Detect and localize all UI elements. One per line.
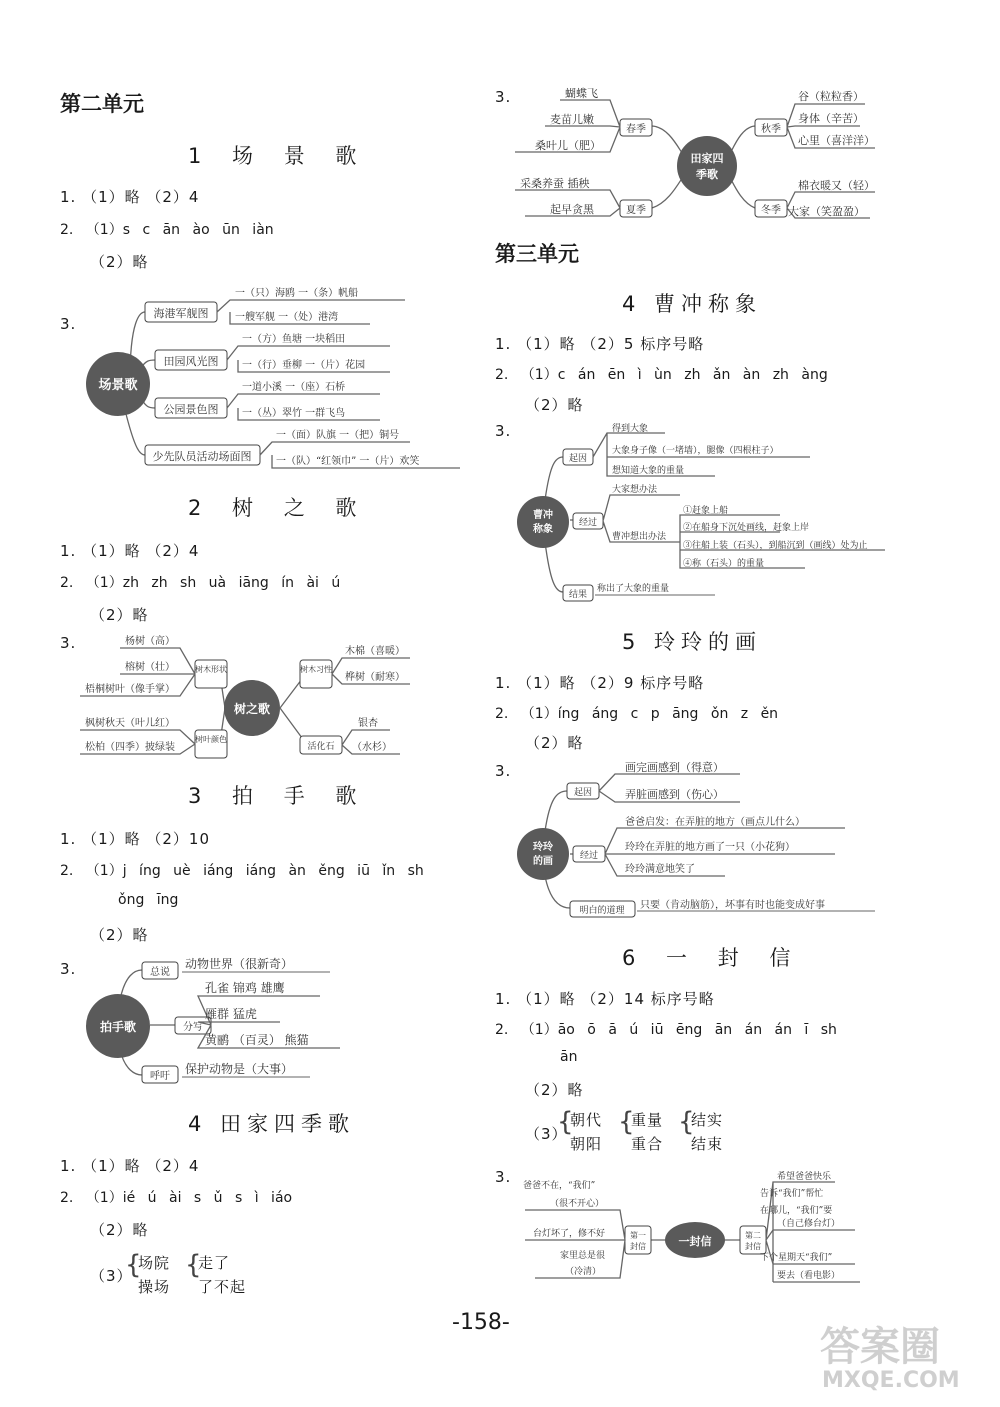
branch-item: 榕树（壮） — [125, 662, 175, 673]
answer-line: 1. （1）略 （2）5 标序号略 — [495, 335, 705, 353]
branch-node: 起因 — [568, 454, 588, 464]
branch-item: ①赶象上船 — [683, 506, 729, 516]
hub-label: 场景歌 — [98, 378, 138, 393]
branch-item: 希望爸爸快乐 — [777, 1172, 832, 1182]
branch-item: 一（方）鱼塘 一块稻田 — [242, 334, 346, 345]
branch-item: 杨树（高） — [125, 636, 175, 647]
branch-node: 经过 — [579, 851, 599, 861]
answer-line: 1. （1）略 （2）4 — [60, 188, 200, 206]
branch-item: 麦苗儿嫩 — [550, 113, 594, 126]
branch-node: 分写 — [183, 1022, 203, 1033]
branch-item: 告诉“我们”帮忙 — [760, 1189, 824, 1199]
branch-item: 玲玲满意地笑了 — [625, 864, 695, 875]
branch-item: （水杉） — [352, 742, 392, 753]
hub-label: 树之歌 — [233, 702, 271, 716]
brace: { — [557, 1107, 574, 1137]
branch-node: 第二 — [745, 1231, 761, 1240]
watermark-logo: 答案圈 — [820, 1324, 940, 1370]
word: 朝阳 — [570, 1135, 603, 1153]
branch-item: 桦树（耐寒） — [345, 672, 405, 683]
question-number: 3. — [495, 88, 512, 106]
branch-item: 一（面）队旗 一（把）铜号 — [276, 430, 400, 441]
branch-item: 黄鹂 （百灵） 熊猫 — [205, 1033, 309, 1047]
branch-node: 明白的道理 — [579, 906, 625, 916]
branch-item: 枫树秋天（叶儿红） — [85, 718, 175, 729]
branch-item: 采桑养蚕 插秧 — [520, 177, 590, 190]
branch-item: 动物世界（很新奇） — [185, 957, 294, 971]
branch-node: 第一 — [630, 1231, 646, 1240]
page-number: -158- — [452, 1310, 510, 1335]
word: 朝代 — [570, 1111, 603, 1129]
branch-node: 夏季 — [626, 205, 646, 216]
branch-item: 保护动物是（大事） — [185, 1062, 294, 1076]
hub-label: 称象 — [533, 524, 553, 535]
answer-line: （2）略 — [525, 734, 584, 752]
word: 结实 — [691, 1111, 724, 1129]
branch-item: 梧桐树叶（像手掌） — [85, 684, 175, 695]
answer-line: 1. （1）略 （2）10 — [60, 830, 211, 848]
hub-label: 季歌 — [696, 168, 718, 181]
answer-line: 2. （1）íng áng c p āng ǒn z ěn — [495, 706, 779, 722]
answer-line: （2）略 — [90, 606, 149, 624]
branch-item: 身体（辛苦） — [798, 112, 864, 125]
brace: { — [678, 1107, 695, 1137]
branch-item: 棉衣暖又（轻） — [798, 179, 875, 192]
mindmap-shuzhige — [80, 630, 420, 760]
lesson-title: 4 曹冲称象 — [622, 292, 763, 316]
branch-item: 谷（粒粒香） — [798, 90, 864, 103]
branch-item: ④称（石头）的重量 — [683, 559, 765, 569]
mindmap-paishouge — [80, 950, 360, 1090]
branch-item: 木棉（喜暖） — [345, 646, 405, 657]
answer-line: （2）略 — [90, 253, 149, 271]
mindmap-tianjiasijige — [510, 82, 880, 224]
answer-label: （3） — [525, 1125, 568, 1143]
question-number: 3. — [495, 422, 512, 440]
branch-node: 封信 — [745, 1242, 761, 1251]
hub-label: 田家四 — [690, 152, 724, 165]
answer-line: 1. （1）略 （2）4 — [60, 542, 200, 560]
branch-node: 结果 — [568, 590, 588, 600]
branch-item: 一（丛）翠竹 一群飞鸟 — [242, 408, 346, 419]
unit-title-2: 第二单元 — [60, 92, 144, 116]
branch-item: 弄脏画感到（伤心） — [625, 788, 724, 801]
word: 走了 — [198, 1254, 231, 1272]
mindmap-caochongchengxiang — [515, 420, 895, 605]
branch-node: 春季 — [626, 124, 646, 135]
branch-item: 一道小溪 一（座）石桥 — [242, 382, 346, 393]
branch-node: 树木习性 — [300, 665, 332, 674]
lesson-title: 4 田家四季歌 — [188, 1112, 356, 1136]
branch-node: 封信 — [630, 1242, 646, 1251]
branch-node: 活化石 — [307, 742, 335, 752]
answer-line: ān — [560, 1049, 578, 1065]
branch-item: 松柏（四季）披绿装 — [85, 742, 175, 753]
branch-item: 只要（肯动脑筋），坏事有时也能变成好事 — [640, 900, 825, 911]
branch-item: （自己修台灯） — [777, 1219, 841, 1229]
answer-line: （2）略 — [90, 926, 149, 944]
word: 了不起 — [198, 1278, 247, 1296]
branch-item: 心里（喜洋洋） — [798, 134, 875, 147]
branch-node: 树木形状 — [195, 665, 227, 674]
branch-item: 蝴蝶飞 — [565, 87, 598, 100]
word: 重合 — [631, 1135, 664, 1153]
hub-label: 曹冲 — [533, 510, 553, 521]
question-number: 3. — [495, 1168, 512, 1186]
mindmap-yifengxin — [515, 1168, 865, 1288]
branch-node: 田园风光图 — [163, 355, 219, 368]
word: 场院 — [138, 1254, 171, 1272]
branch-node: 秋季 — [761, 124, 781, 135]
branch-item: 在哪儿，“我们”要 — [760, 1206, 833, 1216]
question-number: 3. — [60, 315, 77, 333]
branch-item: 大家（笑盈盈） — [788, 205, 865, 218]
branch-item: 一（行）垂柳 一（片）花园 — [242, 360, 366, 371]
branch-item: （很不开心） — [550, 1199, 605, 1209]
branch-item: 得到大象 — [612, 424, 649, 434]
brace: { — [125, 1250, 142, 1280]
answer-line: 2. （1）āo ō ā ú iū ēng ān án án ī sh — [495, 1022, 837, 1038]
branch-item: 称出了大象的重量 — [597, 584, 670, 594]
branch-node: 树叶颜色 — [195, 735, 227, 744]
branch-item: 孔雀 锦鸡 雄鹰 — [205, 981, 285, 995]
branch-item: 要去（看电影） — [777, 1271, 841, 1281]
question-number: 3. — [60, 960, 77, 978]
branch-item: 大家想办法 — [612, 485, 658, 495]
branch-item: ③往船上装（石头），到船沉到（画线）处为止 — [683, 541, 868, 551]
branch-item: 玲玲在弄脏的地方画了一只（小花狗） — [625, 842, 795, 853]
mindmap-hub — [677, 136, 737, 196]
answer-line: 2. （1）c án ēn ì ùn zh ǎn àn zh àng — [495, 367, 828, 383]
answer-line: 1. （1）略 （2）4 — [60, 1157, 200, 1175]
branch-item: 台灯坏了，修不好 — [533, 1229, 606, 1239]
answer-line: 1. （1）略 （2）14 标序号略 — [495, 990, 715, 1008]
mindmap-changjingge — [80, 280, 480, 475]
branch-item: 大象身子像（一堵墙），腿像（四根柱子） — [612, 446, 779, 456]
word: 重量 — [631, 1111, 664, 1129]
brace: { — [185, 1250, 202, 1280]
branch-item: 画完画感到（得意） — [625, 761, 724, 774]
branch-item: 银杏 — [358, 718, 378, 729]
branch-item: 起早贪黑 — [550, 203, 594, 216]
branch-item: 一艘军舰 一（处）港湾 — [235, 312, 339, 323]
question-number: 3. — [60, 634, 77, 652]
lesson-title: 6 一 封 信 — [622, 946, 803, 970]
branch-item: ②在船身下沉处画线，赶象上岸 — [683, 523, 810, 533]
branch-item: 曹冲想出办法 — [612, 532, 667, 542]
answer-line: ǒng īng — [118, 892, 179, 908]
branch-item: 想知道大象的重量 — [612, 466, 685, 476]
branch-node: 起因 — [573, 788, 593, 798]
branch-item: 爸爸不在，“我们” — [523, 1181, 596, 1191]
watermark-url: MXQE.COM — [822, 1368, 960, 1393]
branch-node: 经过 — [578, 518, 598, 528]
branch-node: 呼吁 — [150, 1071, 170, 1082]
unit-title-3: 第三单元 — [495, 242, 579, 266]
branch-item: 一（队）“红领巾” 一（片）欢笑 — [276, 456, 420, 467]
branch-item: 一（只）海鸥 一（条）帆船 — [235, 288, 359, 299]
hub-label: 一封信 — [678, 1235, 712, 1248]
answer-line: （2）略 — [525, 1081, 584, 1099]
branch-item: （冷清） — [565, 1267, 602, 1277]
branch-node: 总说 — [150, 967, 170, 978]
mindmap-linglingdehua — [515, 756, 880, 921]
lesson-title: 5 玲玲的画 — [622, 630, 763, 654]
question-number: 3. — [495, 762, 512, 780]
answer-label: （3） — [90, 1267, 133, 1285]
hub-label: 玲玲 — [533, 842, 553, 853]
hub-label: 拍手歌 — [99, 1020, 137, 1034]
answer-line: 2. （1）ié ú ài s ǔ s ì iáo — [60, 1190, 293, 1206]
branch-item: 家里总是很 — [560, 1251, 606, 1261]
brace: { — [618, 1107, 635, 1137]
hub-label: 的画 — [533, 856, 553, 867]
answer-line: 2. （1）s c ān ào ūn iàn — [60, 222, 274, 238]
word: 结束 — [691, 1135, 724, 1153]
answer-line: 1. （1）略 （2）9 标序号略 — [495, 674, 705, 692]
mindmap-hub — [517, 496, 569, 548]
word: 操场 — [138, 1278, 171, 1296]
answer-line: 2. （1）j íng uè iáng iáng àn ěng iū ǐn sh — [60, 863, 424, 879]
lesson-title: 2 树 之 歌 — [188, 496, 369, 520]
lesson-title: 1 场 景 歌 — [188, 144, 369, 168]
branch-item: 下个星期天“我们” — [760, 1253, 833, 1263]
answer-line: （2）略 — [525, 396, 584, 414]
branch-item: 爸爸启发：在弄脏的地方（画点儿什么） — [625, 817, 805, 828]
lesson-title: 3 拍 手 歌 — [188, 784, 369, 808]
branch-item: 桑叶儿（肥） — [535, 139, 601, 152]
answer-line: （2）略 — [90, 1221, 149, 1239]
answer-line: 2. （1）zh zh sh uà iāng ín ài ú — [60, 575, 341, 591]
branch-node: 冬季 — [761, 205, 781, 216]
branch-item: 雁群 猛虎 — [205, 1007, 257, 1021]
branch-node: 少先队员活动场面图 — [152, 450, 252, 463]
branch-node: 海港军舰图 — [153, 307, 209, 320]
mindmap-hub — [517, 828, 569, 880]
branch-node: 公园景色图 — [163, 403, 219, 416]
